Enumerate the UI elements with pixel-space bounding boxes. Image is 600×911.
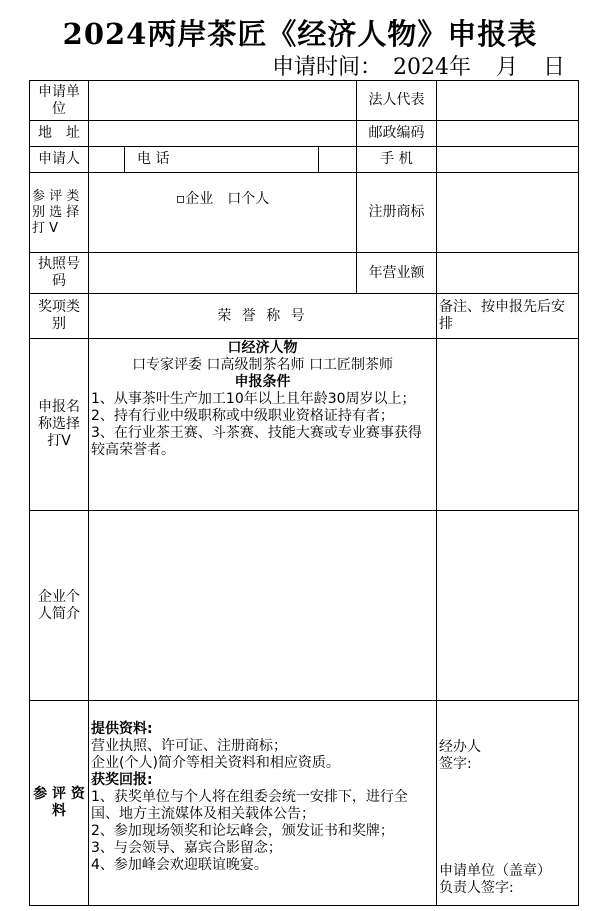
reward-title: 获奖回报: <box>91 772 153 788</box>
legal-rep-field[interactable] <box>437 81 579 121</box>
applicant-unit-label: 申请单位 <box>30 81 89 121</box>
category-label: 参 评 类 别 选 择 打 V <box>30 173 89 253</box>
declare-label: 申报名称选择打V <box>30 339 89 511</box>
condition-2: 2、持有行业中级职称或中级职业资格证持有者； <box>91 408 394 424</box>
handler-label: 经办人 <box>439 739 482 755</box>
declare-content[interactable] <box>89 339 437 511</box>
phone-label: 电 话 <box>137 151 170 167</box>
row-declare <box>30 339 579 511</box>
row-license <box>30 253 579 294</box>
intro-label: 企业个人简介 <box>30 511 89 701</box>
remark-header: 备注、按申报先后安排 <box>437 294 579 339</box>
license-field[interactable] <box>89 253 357 294</box>
applicant-unit-field[interactable] <box>89 81 357 121</box>
postcode-label: 邮政编码 <box>357 121 437 147</box>
materials-label: 参 评 资 料 <box>30 701 89 906</box>
condition-3: 3、在行业茶王赛、斗茶赛、技能大赛或专业赛事获得较高荣誉者。 <box>91 425 422 458</box>
category-checkbox-group[interactable]: ▫企业 口个人 <box>175 191 270 207</box>
provide-item-2: 企业(个人)简介等相关资料和相应资质。 <box>91 755 340 771</box>
materials-content <box>89 701 437 906</box>
condition-1: 1、从事茶叶生产加工10年以上且年龄30周岁以上； <box>91 391 416 407</box>
row-category <box>30 173 579 253</box>
reward-item-2: 2、参加现场领奖和论坛峰会，颁发证书和奖牌； <box>91 823 394 839</box>
date-day: 日 <box>543 55 566 80</box>
revenue-field[interactable] <box>437 253 579 294</box>
date-year: 2024年 <box>393 55 472 80</box>
date-month: 月 <box>496 55 519 80</box>
declare-heading[interactable]: 口经济人物 <box>227 340 298 356</box>
intro-remark-field[interactable] <box>437 511 579 701</box>
trademark-field[interactable] <box>437 173 579 253</box>
postcode-field[interactable] <box>437 121 579 147</box>
provide-title: 提供资料: <box>91 721 153 737</box>
row-award-type <box>30 294 579 339</box>
handler-sign-label: 签字: <box>439 756 472 772</box>
phone-field[interactable] <box>319 147 357 173</box>
applicant-field[interactable] <box>89 147 125 173</box>
reward-item-1: 1、获奖单位与个人将在组委会统一安排下，进行全国、地方主流媒体及相关载体公告； <box>91 789 408 822</box>
declare-remark-field[interactable] <box>437 339 579 511</box>
signature-cell[interactable] <box>437 701 579 906</box>
revenue-label: 年营业额 <box>357 253 437 294</box>
reward-item-4: 4、参加峰会欢迎联谊晚宴。 <box>91 857 268 873</box>
responsible-sign-label: 负责人签字: <box>439 880 514 896</box>
address-field[interactable] <box>89 121 357 147</box>
mobile-field[interactable] <box>437 147 579 173</box>
date-label: 申请时间： <box>272 55 383 80</box>
license-label: 执照号码 <box>30 253 89 294</box>
row-address <box>30 121 579 147</box>
row-applicant-unit <box>30 81 579 121</box>
mobile-label: 手 机 <box>357 147 437 173</box>
honor-title-header: 荣 誉 称 号 <box>89 294 437 339</box>
row-intro <box>30 511 579 701</box>
declare-options[interactable]: 口专家评委 口高级制茶名师 口工匠制茶师 <box>132 357 393 373</box>
category-options[interactable] <box>89 173 357 253</box>
row-materials <box>30 701 579 906</box>
phone-cell[interactable] <box>125 147 319 173</box>
unit-seal-label: 申请单位（盖章） <box>439 863 552 879</box>
row-applicant <box>30 147 579 173</box>
application-date <box>272 50 569 81</box>
applicant-label: 申请人 <box>30 147 89 173</box>
provide-item-1: 营业执照、许可证、注册商标； <box>91 738 287 754</box>
conditions-title: 申报条件 <box>234 374 291 390</box>
address-label: 地 址 <box>30 121 89 147</box>
trademark-label: 注册商标 <box>357 173 437 253</box>
legal-rep-label: 法人代表 <box>357 81 437 121</box>
application-form-table <box>29 80 579 906</box>
intro-field[interactable] <box>89 511 437 701</box>
form-title: 2024两岸茶匠《经济人物》申报表 <box>62 17 538 51</box>
award-type-label: 奖项类别 <box>30 294 89 339</box>
reward-item-3: 3、与会领导、嘉宾合影留念； <box>91 840 282 856</box>
